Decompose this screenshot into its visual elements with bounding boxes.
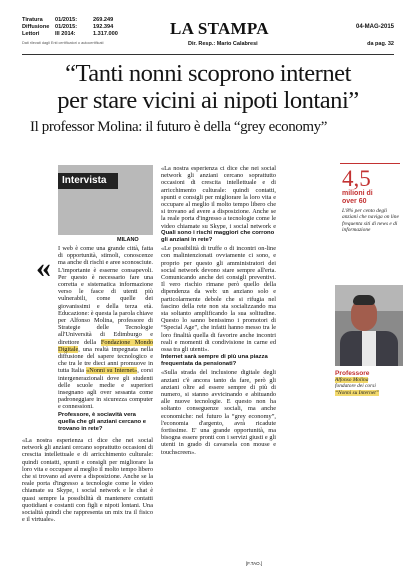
header-divider: [22, 54, 394, 55]
masthead: LA STAMPA: [170, 19, 269, 38]
circulation-period: 01/2015:: [55, 17, 78, 23]
dateline-city: MILANO: [117, 237, 139, 243]
interview-answer: «Sulla strada del inclusione digitale degli anziani c'è ancora tanto da fare, però gli anziani oltre ad essere sempre di più di numero, si stanno avvicinando e abituando alle nuove tecnologie. E questo non ha soltanto conseguenze sociali, ma anche economiche: nel futuro la “grey economy”, l'economia d'argento, avrà ricadute fortissime. E' una grande opportunità, ma bisogna essere pronti con i servizi giusti e gli utenti in grado di cavarsela con mouse e touchscreen».: [161, 369, 276, 456]
circulation-key: Lettori: [22, 31, 40, 38]
interview-answer: «Le possibilità di truffe o di incontri on-line con malintenzionati ovviamente ci sono, e proprio per questo gli amministratori dei social network devono stare sempre all'erta. Comunicando anche dei consigli preventivi. Il vero rischio rimane però quello della dipendenza da web: un anziano solo e particolarmente debole che si rifugia nel fascino della rete non sta socializzando ma sta soltanto amplificando la sua solitudine. Questo lo sanno benissimo i promotori di “Special Age”, che infatti hanno messo tra le loro finalità quella di favorire anche incontri reali e momenti di condivisione in carne ed ossa tra gli utenti».: [161, 245, 276, 354]
interview-question: Quali sono i rischi maggiori che corrono gli anziani in rete?: [161, 230, 275, 244]
sidebar-divider: [340, 163, 400, 164]
article-text: «La nostra esperienza ci dice che nei social network gli anziani cercano soprattutto occasioni di crescita intellettuale e di arricchimento culturale: quindi contatti, spunti e consigli per migliorare la loro vita e occupare al meglio il molto tempo libero che si trovano ad avere a disposizione. Anche se la reale porta d'ingresso a tecnologie come le video chiamate su Skype, i social network e: [161, 165, 276, 229]
highlighted-text: «Nonni su Internet»: [86, 367, 138, 375]
circulation-note: Dati rilevati dagli Enti certificatori o autocertificati: [22, 40, 104, 45]
headline: [22, 60, 394, 114]
highlighted-text: Fondazione Mondo Digitale: [58, 338, 153, 353]
photo-shirt: [362, 331, 376, 366]
caption-text: [335, 377, 403, 396]
circulation-key: Diffusione: [22, 24, 50, 31]
section-label: Intervista: [58, 173, 118, 189]
page-reference: da pag. 32: [367, 41, 394, 47]
article-text: , corsi intergenerazionali dove gli studenti delle scuole medie e superiori insegnano agli over sessanta come padroneggiare in sicurezza computer e connessioni.: [58, 367, 153, 411]
interview-question: Professore, è sociavità vera quella che gli anziani cercano e trovano in rete?: [58, 411, 147, 432]
highlighted-text: Alfonso Molina: [335, 377, 369, 383]
issue-date: 04-MAG-2015: [355, 24, 394, 30]
circulation-row: [22, 24, 118, 31]
stat-box: [342, 168, 402, 234]
highlighted-text: “Nonni su Internet”: [335, 389, 379, 396]
stat-number: 4,5: [342, 166, 371, 191]
article-column-lead: [58, 245, 153, 434]
circulation-period: III 2014:: [55, 31, 76, 38]
byline: [F.TAO.]: [246, 561, 263, 566]
circulation-row: [22, 31, 118, 38]
interview-answer: «La nostra esperienza ci dice che nei social network gli anziani cercano soprattutto occasioni di crescita intellettuale e di arricchimento culturale: quindi contatti, spunti e consigli per migliorare la loro vita e occupare al meglio il molto tempo libero che si trovano ad avere a disposizione. Anche se la reale porta d'ingresso a tecnologie come le video chiamate su Skype, i social network e le chat è quasi sempre la possibilità di mantenere contatti quotidiani e costanti con figli e nipoti lontani. Una socialità quindi che rappresenta un mix tra il fisico e il virtuale».: [22, 437, 153, 524]
header-bar: [22, 17, 394, 51]
caption-role: fondatore dei corsi: [335, 383, 376, 390]
stat-unit: over 60: [342, 198, 367, 205]
stat-detail: L'8% per cento degli anziani che naviga on line frequenta siti di news e di informazione: [342, 208, 399, 234]
circulation-row: [22, 17, 118, 24]
article-text: I web è come una grande città, fatta di opportunità, stimoli, conoscenze ma anche di rischi e aree sconosciute. L'importante è esserne consapevoli. Per questo è necessario fare una corretta e sistematica informazione verso le fasce di utenti più vulnerabili, come quelle dei giovanissimi e della terza età. Educazione: è questa la parola chiave per Alfonso Molina, professore di Strategie delle Tecnologie all'Università di Edimburgo e direttore della: [58, 245, 153, 346]
subheadline: Il professor Molina: il futuro è della “grey economy”: [30, 119, 328, 135]
article-paragraph: [58, 245, 153, 411]
director-credit: Dir. Resp.: Mario Calabresi: [188, 41, 258, 47]
circulation-value: 1.317.000: [93, 31, 118, 38]
headline-line: “Tanti nonni scoprono internet: [65, 60, 351, 87]
circulation-value: 269.249: [93, 17, 114, 23]
caption-title: Professore: [335, 370, 370, 377]
photo-hair: [353, 295, 375, 305]
interview-question: Internet sarà sempre di più una piazza frequentata da pensionati?: [161, 354, 268, 368]
circulation-table: [22, 17, 118, 47]
circulation-key: Tiratura: [22, 17, 43, 23]
article-text: , una realtà impegnata nella diffusione del sapere tecnologico e che tra le tre dieci anni promuove in tutta Italia: [58, 345, 153, 375]
stat-unit: milioni di: [342, 190, 373, 197]
opening-quote-mark: «: [36, 251, 51, 284]
headline-line: per stare vicini ai nipoti lontani”: [57, 87, 359, 114]
article-column-1: [22, 437, 153, 566]
circulation-value: 192.394: [93, 24, 114, 31]
section-box: [58, 165, 153, 235]
portrait-photo: [335, 285, 403, 366]
photo-caption: [335, 370, 403, 396]
article-column-2: [161, 165, 276, 563]
interview-answer-cont: [161, 165, 276, 229]
circulation-period: 01/2015:: [55, 24, 78, 31]
